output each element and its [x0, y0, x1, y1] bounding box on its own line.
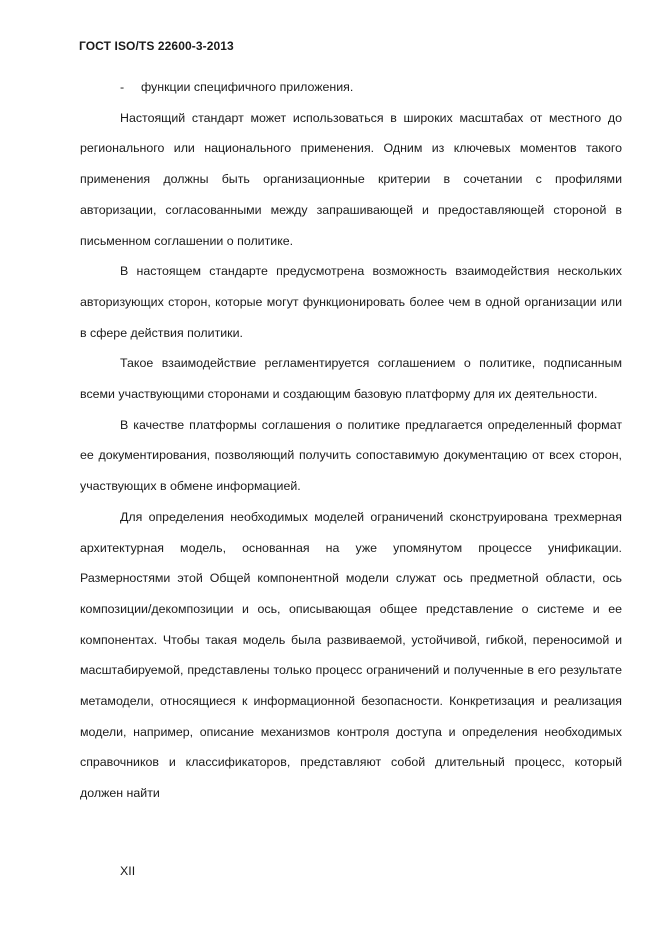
document-header: ГОСТ ISO/TS 22600-3-2013 [79, 39, 234, 53]
list-item-text: функции специфичного приложения. [141, 80, 354, 94]
document-body [80, 72, 622, 809]
paragraph-4: В качестве платформы соглашения о политике предлагается определенный формат ее документирования, позволяющий получить сопоставимую документацию от всех сторон, участвующих в обмене информацией. [80, 417, 622, 494]
page-number: XII [120, 864, 136, 878]
paragraph-5: Для определения необходимых моделей ограничений сконструирована трехмерная архитектурная модель, основанная на уже упомянутом процессе унификации. Размерностями этой Общей компонентной модели служат ось предметной области, ось композиции/декомпозиции и ось, описывающая общее представление о системе и ее компонентах. Чтобы такая модель была развиваемой, устойчивой, гибкой, переносимой и масштабируемой, представлены только процесс ограничений и полученные в его результате метамодели, относящиеся к информационной безопасности. Конкретизация и реализация модели, например, описание механизмов контроля доступа и определения необходимых справочников и классификаторов, представляют собой длительный процесс, который должен найти [80, 509, 622, 801]
paragraph-3: Такое взаимодействие регламентируется соглашением о политике, подписанным всеми участвующими сторонами и создающим базовую платформу для их деятельности. [80, 356, 622, 402]
list-bullet: - [120, 80, 125, 94]
list-item [80, 72, 622, 103]
paragraph-1: Настоящий стандарт может использоваться в широких масштабах от местного до регионального или национального применения. Одним из ключевых моментов такого применения должны быть организационные критерии в сочетании с профилями авторизации, согласованными между запрашивающей и предоставляющей стороной в письменном соглашении о политике. [80, 110, 622, 248]
paragraph-2: В настоящем стандарте предусмотрена возможность взаимодействия нескольких авторизующих сторон, которые могут функционировать более чем в одной организации или в сфере действия политики. [80, 264, 622, 340]
